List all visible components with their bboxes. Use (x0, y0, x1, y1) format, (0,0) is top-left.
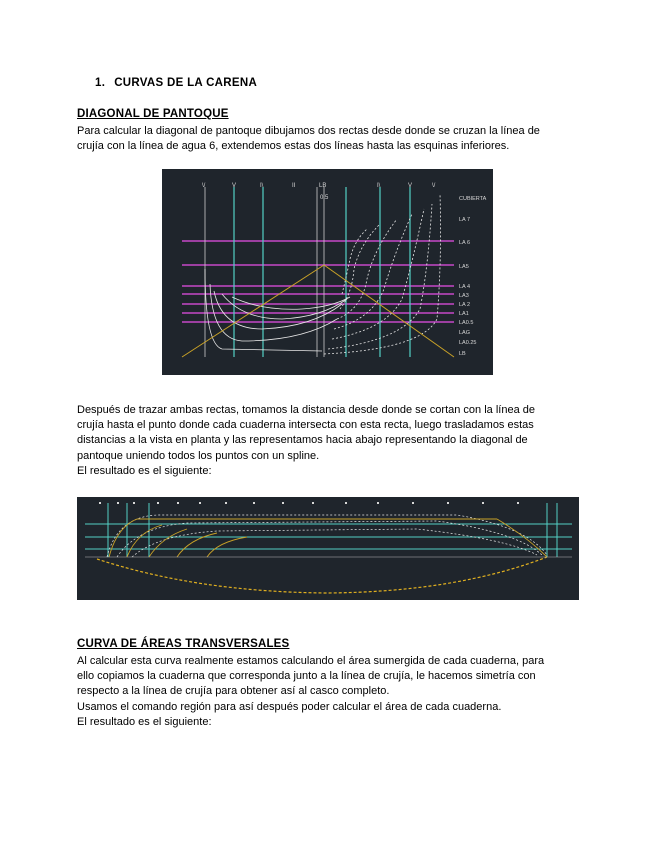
waterlines (182, 241, 454, 322)
section-heading (95, 77, 257, 89)
plan-view-figure (77, 497, 579, 600)
explanation-line: crujía hasta el punto donde cada cuaderna intersecta con esta recta, luego trasladamos estas (77, 419, 534, 432)
areas-line: Al calcular esta curva realmente estamos calculando el área sumergida de cada cuaderna, para (77, 655, 545, 667)
waterline-label: LA0.5 (459, 320, 474, 326)
waterline-labels (459, 196, 487, 357)
areas-explanation (77, 654, 582, 730)
waterline-label: LA 6 (459, 240, 471, 246)
plan-view-drawing (77, 497, 579, 600)
section-title: CURVAS DE LA CARENA (114, 77, 258, 89)
hull-sections-left (205, 269, 350, 351)
waterline-label: LA1 (459, 311, 469, 317)
body-plan-figure (162, 169, 493, 375)
diagonal-heading: DIAGONAL DE PANTOQUE (77, 108, 229, 120)
explanation-line: El resultado es el siguiente: (77, 464, 212, 477)
intro-line: Para calcular la diagonal de pantoque dibujamos dos rectas desde donde se cruzan la línea de (77, 125, 540, 137)
waterline-label: LA 7 (459, 217, 471, 223)
station-labels (202, 183, 436, 201)
waterline-label: LA0.25 (459, 340, 477, 346)
areas-line: El resultado es el siguiente: (77, 715, 212, 728)
areas-line: Usamos el comando región para así después poder calcular el área de cada cuaderna. (77, 700, 502, 713)
waterline-label: LA3 (459, 293, 469, 299)
station-lines (234, 187, 410, 357)
areas-heading: CURVA DE ÁREAS TRANSVERSALES (77, 638, 290, 650)
bilge-diagonal-curve (97, 557, 547, 593)
station-label: LB (319, 183, 327, 189)
station-label: II (292, 183, 296, 189)
waterline-label: LA 4 (459, 284, 471, 290)
explanation-line: pantoque uniendo todos los puntos con un spline. (77, 449, 320, 462)
plan-ticks (99, 502, 519, 504)
station-label: V (408, 183, 413, 189)
diagonal-intro (77, 124, 582, 154)
body-plan-drawing (162, 169, 493, 375)
diagonal-right (324, 265, 454, 357)
explanation-line: distancias a la vista en planta y las representamos hacia abajo representando la diagonal de (77, 434, 528, 447)
intro-line: crujía con la línea de agua 6, extendemos estas dos líneas hasta las esquinas inferiores. (77, 140, 510, 153)
bilge-diagonals (182, 265, 454, 357)
diagonal-explanation (77, 403, 582, 479)
waterline-label: LA 2 (459, 302, 471, 308)
waterline-label: LAG (459, 330, 471, 336)
station-label: V (232, 183, 237, 189)
station-label: 0.5 (320, 195, 329, 201)
waterline-label: CUBIERTA (459, 196, 487, 202)
explanation-line: Después de trazar ambas rectas, tomamos la distancia desde donde se cortan con la línea de (77, 404, 535, 416)
station-label: \/ (432, 183, 436, 189)
station-label: I\ (377, 183, 381, 189)
diagonal-left (182, 265, 324, 357)
station-label: I\ (260, 183, 264, 189)
waterline-label: LB (459, 351, 466, 357)
station-label: \/ (202, 183, 206, 189)
section-number: 1. (95, 77, 106, 89)
areas-line: ello copiamos la cuaderna que corresponda junto a la línea de crujía, le hacemos simetría con (77, 670, 536, 683)
plan-waterlines (85, 524, 572, 549)
waterline-label: LA5 (459, 264, 469, 270)
plan-hull-lines (107, 515, 547, 557)
hull-sections-right (324, 194, 441, 354)
areas-line: respecto a la línea de crujía para obtener así al casco completo. (77, 685, 390, 698)
